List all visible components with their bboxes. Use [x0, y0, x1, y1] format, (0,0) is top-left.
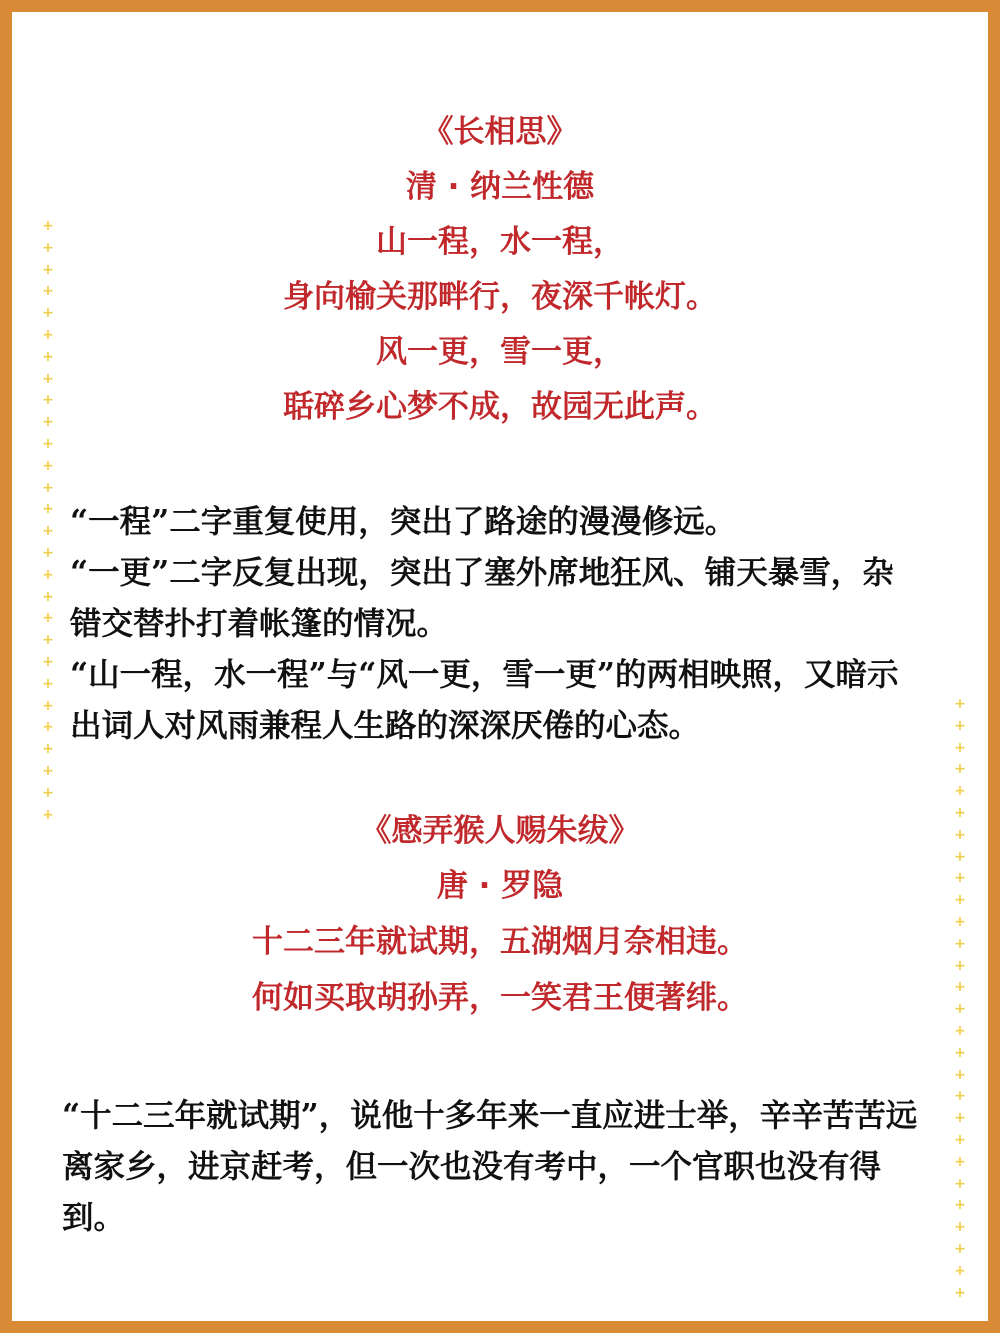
plus-dot-icon: +	[954, 1219, 966, 1236]
plus-dot-icon: +	[42, 784, 54, 801]
commentary1-paragraph: “一程”二字重复使用，突出了路途的漫漫修远。	[70, 503, 737, 540]
plus-dot-icon: +	[954, 761, 966, 778]
plus-dot-icon: +	[42, 239, 54, 256]
plus-dot-icon: +	[954, 696, 966, 712]
poem1-title: 《长相思》	[422, 114, 578, 150]
plus-dot-icon: +	[42, 435, 54, 452]
plus-dot-icon: +	[954, 870, 966, 887]
plus-dot-icon: +	[42, 218, 54, 234]
plus-dot-icon: +	[954, 848, 966, 865]
plus-dot-icon: +	[42, 326, 54, 343]
plus-dot-icon: +	[42, 806, 54, 823]
plus-dot-icon: +	[954, 1066, 966, 1083]
plus-dot-icon: +	[42, 283, 54, 300]
plus-dot-icon: +	[954, 1088, 966, 1105]
plus-dot-icon: +	[954, 979, 966, 996]
poem1-author: 清 · 纳兰性德	[405, 169, 595, 205]
plus-dot-icon: +	[954, 717, 966, 734]
plus-dot-icon: +	[42, 762, 54, 779]
poem1-line: 聒碎乡心梦不成，故园无此声。	[283, 389, 717, 425]
poem1-line: 身向榆关那畔行，夜深千帐灯。	[283, 279, 717, 315]
plus-dot-icon: +	[42, 501, 54, 518]
plus-dot-icon: +	[954, 783, 966, 800]
plus-dot-icon: +	[954, 826, 966, 843]
poem2-author: 唐 · 罗隐	[436, 868, 564, 904]
poem1-line: 山一程，水一程，	[376, 224, 624, 260]
plus-dot-icon: +	[42, 348, 54, 365]
commentary1	[70, 496, 920, 751]
plus-dot-icon: +	[42, 544, 54, 561]
plus-dot-icon: +	[42, 653, 54, 670]
plus-dot-icon: +	[42, 741, 54, 758]
commentary2	[62, 1090, 932, 1243]
plus-dot-icon: +	[954, 1240, 966, 1257]
commentary1-paragraph: “山一程，水一程”与“风一更，雪一更”的两相映照，又暗示出词人对风雨兼程人生路的深深厌倦的心态。	[70, 656, 899, 744]
plus-dot-icon: +	[954, 1175, 966, 1192]
plus-dot-icon: +	[954, 739, 966, 756]
commentary2-paragraph: “十二三年就试期”，说他十多年来一直应进士举，辛辛苦苦远离家乡，进京赶考，但一次也没有考中，一个官职也没有得到。	[62, 1097, 918, 1236]
plus-dot-icon: +	[954, 1284, 966, 1301]
plus-dot-icon: +	[42, 305, 54, 322]
plus-dot-icon: +	[954, 1197, 966, 1214]
plus-dot-icon: +	[954, 1110, 966, 1127]
plus-dot-icon: +	[954, 1153, 966, 1170]
plus-dot-icon: +	[42, 697, 54, 714]
plus-dot-icon: +	[42, 392, 54, 409]
poem2-line: 何如买取胡孙弄，一笑君王便著绯。	[252, 980, 748, 1016]
plus-dot-icon: +	[954, 913, 966, 930]
poem2-line: 十二三年就试期，五湖烟月奈相违。	[252, 924, 748, 960]
plus-dot-icon: +	[954, 1044, 966, 1061]
plus-dot-icon: +	[42, 632, 54, 649]
plus-dot-icon: +	[42, 588, 54, 605]
plus-dot-icon: +	[42, 719, 54, 736]
plus-dot-icon: +	[954, 1001, 966, 1018]
plus-dot-icon: +	[954, 1131, 966, 1148]
plus-dot-icon: +	[42, 610, 54, 627]
plus-dot-icon: +	[954, 892, 966, 909]
plus-dot-icon: +	[42, 457, 54, 474]
plus-dot-icon: +	[42, 675, 54, 692]
commentary1-paragraph: “一更”二字反复出现，突出了塞外席地狂风、铺天暴雪，杂错交替扑打着帐篷的情况。	[70, 554, 894, 642]
plus-dot-icon: +	[954, 1262, 966, 1279]
plus-dot-icon: +	[42, 261, 54, 278]
plus-dot-icon: +	[42, 566, 54, 583]
plus-dot-icon: +	[954, 935, 966, 952]
plus-dot-icon: +	[42, 523, 54, 540]
plus-dot-icon: +	[954, 957, 966, 974]
plus-dot-icon: +	[954, 804, 966, 821]
plus-dot-icon: +	[42, 414, 54, 431]
plus-dot-icon: +	[954, 1022, 966, 1039]
plus-dot-icon: +	[42, 479, 54, 496]
plus-dot-icon: +	[42, 370, 54, 387]
poem2-title: 《感弄猴人赐朱绂》	[360, 813, 640, 849]
poem1-line: 风一更，雪一更，	[376, 334, 624, 370]
